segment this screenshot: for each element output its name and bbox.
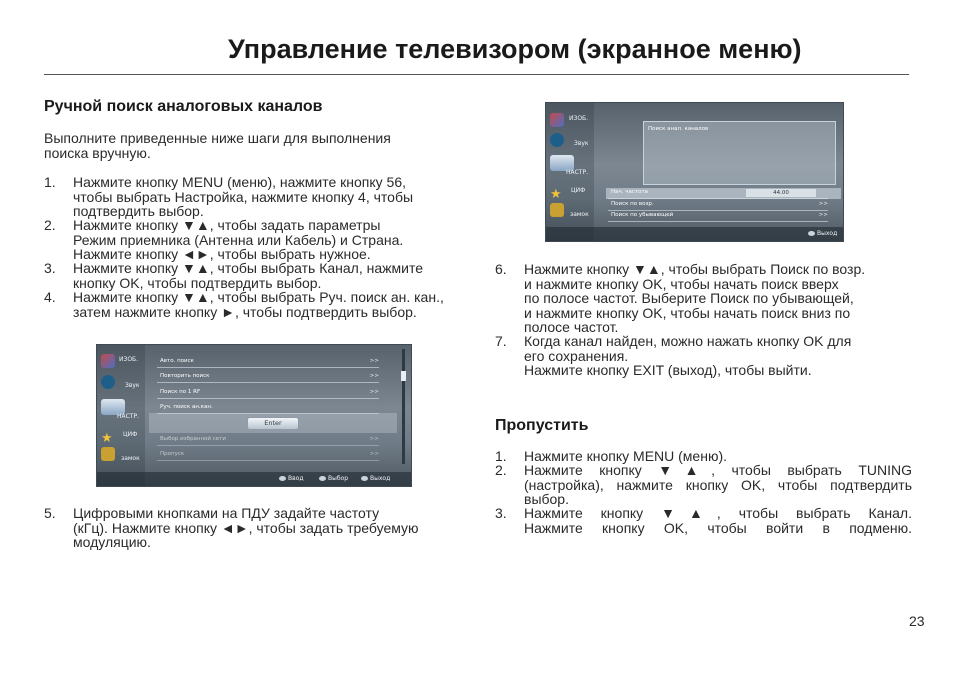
step-number: 4. (44, 289, 56, 305)
step-line: Нажмите кнопку EXIT (выход), чтобы выйти. (524, 362, 812, 378)
tv-menu-item[interactable]: Поиск по убывающей >> (608, 211, 828, 222)
skip-step-2 (495, 463, 915, 507)
step-line: Режим приемника (Антенна или Кабель) и Страна. (73, 231, 404, 248)
start-frequency-value[interactable]: 44.00 (746, 189, 816, 197)
lock-icon (101, 447, 115, 461)
step-number: 3. (495, 505, 507, 521)
step-line: его сохранения. (524, 347, 629, 364)
step-number: 2. (44, 217, 56, 233)
tv-hint-bar (97, 472, 411, 486)
tv-side-label: замок (570, 211, 589, 218)
intro-line: поиска вручную. (44, 144, 151, 161)
step-line: Нажмите кнопку MENU (меню). (524, 448, 727, 464)
tv-scrollbar-thumb[interactable] (401, 371, 406, 381)
step-line: модуляцию. (73, 534, 151, 550)
manual-search-panel (643, 121, 836, 185)
lock-icon (550, 203, 564, 217)
step-4 (44, 290, 464, 320)
tv-side-label: НАСТР. (566, 169, 588, 176)
tv-menu-item[interactable]: Пропуск >> (157, 450, 379, 461)
step-number: 1. (44, 174, 56, 190)
tv-menu-item-selected[interactable]: Руч. поиск ан.кан. (157, 403, 379, 414)
step-line: Нажмите кнопку ▼▲, чтобы выбрать Канал. (524, 505, 912, 521)
tv-side-label: ЦИФ (571, 187, 586, 194)
step-line: Нажмите кнопку MENU (меню), нажмите кнопку 56, (73, 174, 407, 190)
step-5 (44, 506, 464, 550)
tv-menu-item[interactable]: Выбор избранной сети >> (157, 435, 379, 446)
step-number: 1. (495, 448, 507, 464)
step-number: 3. (44, 260, 56, 276)
page-title: Управление телевизором (экранное меню) (228, 34, 802, 64)
page-number: 23 (909, 613, 925, 629)
step-line: Нажмите кнопку ◄►, чтобы выбрать нужное. (73, 246, 371, 262)
step-line: Нажмите кнопку ▼▲, чтобы выбрать Руч. поиск ан. кан., (73, 289, 444, 305)
sound-icon (101, 375, 115, 389)
section-title-manual-search: Ручной поиск аналоговых каналов (44, 98, 323, 115)
step-number: 2. (495, 462, 507, 478)
step-line: (кГц). Нажмите кнопку ◄►, чтобы задать требуемую (73, 519, 419, 536)
step-line: (настройка), нажмите кнопку OK, чтобы подтвердить (524, 476, 912, 493)
tv-menu-item[interactable]: Авто. поиск >> (157, 357, 379, 368)
star-icon: ★ (101, 430, 113, 445)
step-line: Цифровыми кнопками на ПДУ задайте частоту (73, 505, 380, 521)
skip-step-3 (495, 506, 915, 536)
picture-icon (101, 354, 115, 368)
hint-select: Выбор (319, 475, 348, 482)
hint-exit: Выход (361, 475, 390, 482)
step-line: Когда канал найден, можно нажать кнопку OK для (524, 333, 852, 349)
step-line: затем нажмите кнопку ►, чтобы подтвердить выбор. (73, 303, 417, 320)
title-divider (44, 74, 909, 75)
step-number: 5. (44, 505, 56, 521)
step-line: Нажмите кнопку ▼▲, чтобы выбрать TUNING (524, 462, 912, 478)
tv-side-label: ЦИФ (123, 431, 138, 438)
step-number: 7. (495, 333, 507, 349)
tv-side-label: ИЗОБ. (569, 115, 589, 122)
step-line: чтобы выбрать Настройка, нажмите кнопку 4, чтобы (73, 188, 414, 205)
tv-menu-item[interactable]: Поиск по возр. >> (608, 200, 828, 211)
picture-icon (550, 113, 564, 127)
tv-side-label: ИЗОБ. (119, 356, 139, 363)
step-line: выбор. (524, 491, 569, 507)
step-line: Нажмите кнопку ▼▲, чтобы задать параметры (73, 217, 381, 233)
panel-title: Поиск анал. каналов (648, 126, 709, 132)
tv-menu-screenshot-manual-search (545, 102, 844, 242)
step-line: Нажмите кнопку OK, чтобы войти в подменю. (524, 519, 912, 536)
tv-side-label: Звук (125, 382, 140, 389)
hint-enter: Ввод (279, 475, 303, 482)
step-line: кнопку OK, чтобы подтвердить выбор. (73, 274, 322, 291)
step-line: по полосе частот. Выберите Поиск по убывающей, (524, 290, 854, 306)
step-line: подтвердить выбор. (73, 203, 204, 219)
hint-exit: Выход (808, 230, 837, 237)
intro-paragraph (44, 131, 462, 160)
sound-icon (550, 133, 564, 147)
step-6 (495, 262, 915, 335)
star-icon: ★ (550, 186, 562, 201)
step-line: полосе частот. (524, 319, 619, 335)
step-3 (44, 261, 464, 291)
tv-hint-bar (546, 227, 843, 241)
enter-button[interactable]: Enter (247, 417, 299, 430)
step-line: Нажмите кнопку ▼▲, чтобы выбрать Канал, нажмите (73, 260, 423, 276)
step-7 (495, 334, 915, 378)
step-line: и нажмите кнопку OK, чтобы начать поиск вниз по (524, 304, 851, 321)
step-line: Нажмите кнопку ▼▲, чтобы выбрать Поиск по возр. (524, 261, 866, 277)
tv-menu-screenshot-tuning (96, 344, 412, 487)
step-line: и нажмите кнопку OK, чтобы начать поиск вверх (524, 275, 839, 292)
tv-side-label: замок (121, 455, 140, 462)
tv-menu-item[interactable]: Повторить поиск >> (157, 372, 379, 383)
step-number: 6. (495, 261, 507, 277)
tv-menu-item[interactable]: Поиск по 1 RF >> (157, 388, 379, 399)
tv-side-label: Звук (574, 140, 589, 147)
step-1 (44, 175, 464, 219)
step-2 (44, 218, 464, 262)
intro-line: Выполните приведенные ниже шаги для выполнения (44, 130, 391, 146)
section-title-skip: Пропустить (495, 417, 589, 434)
tv-scrollbar[interactable] (402, 349, 405, 464)
tv-side-label: НАСТР. (117, 413, 139, 420)
tv-menu-item-selected[interactable]: Нач. частота (608, 188, 828, 199)
